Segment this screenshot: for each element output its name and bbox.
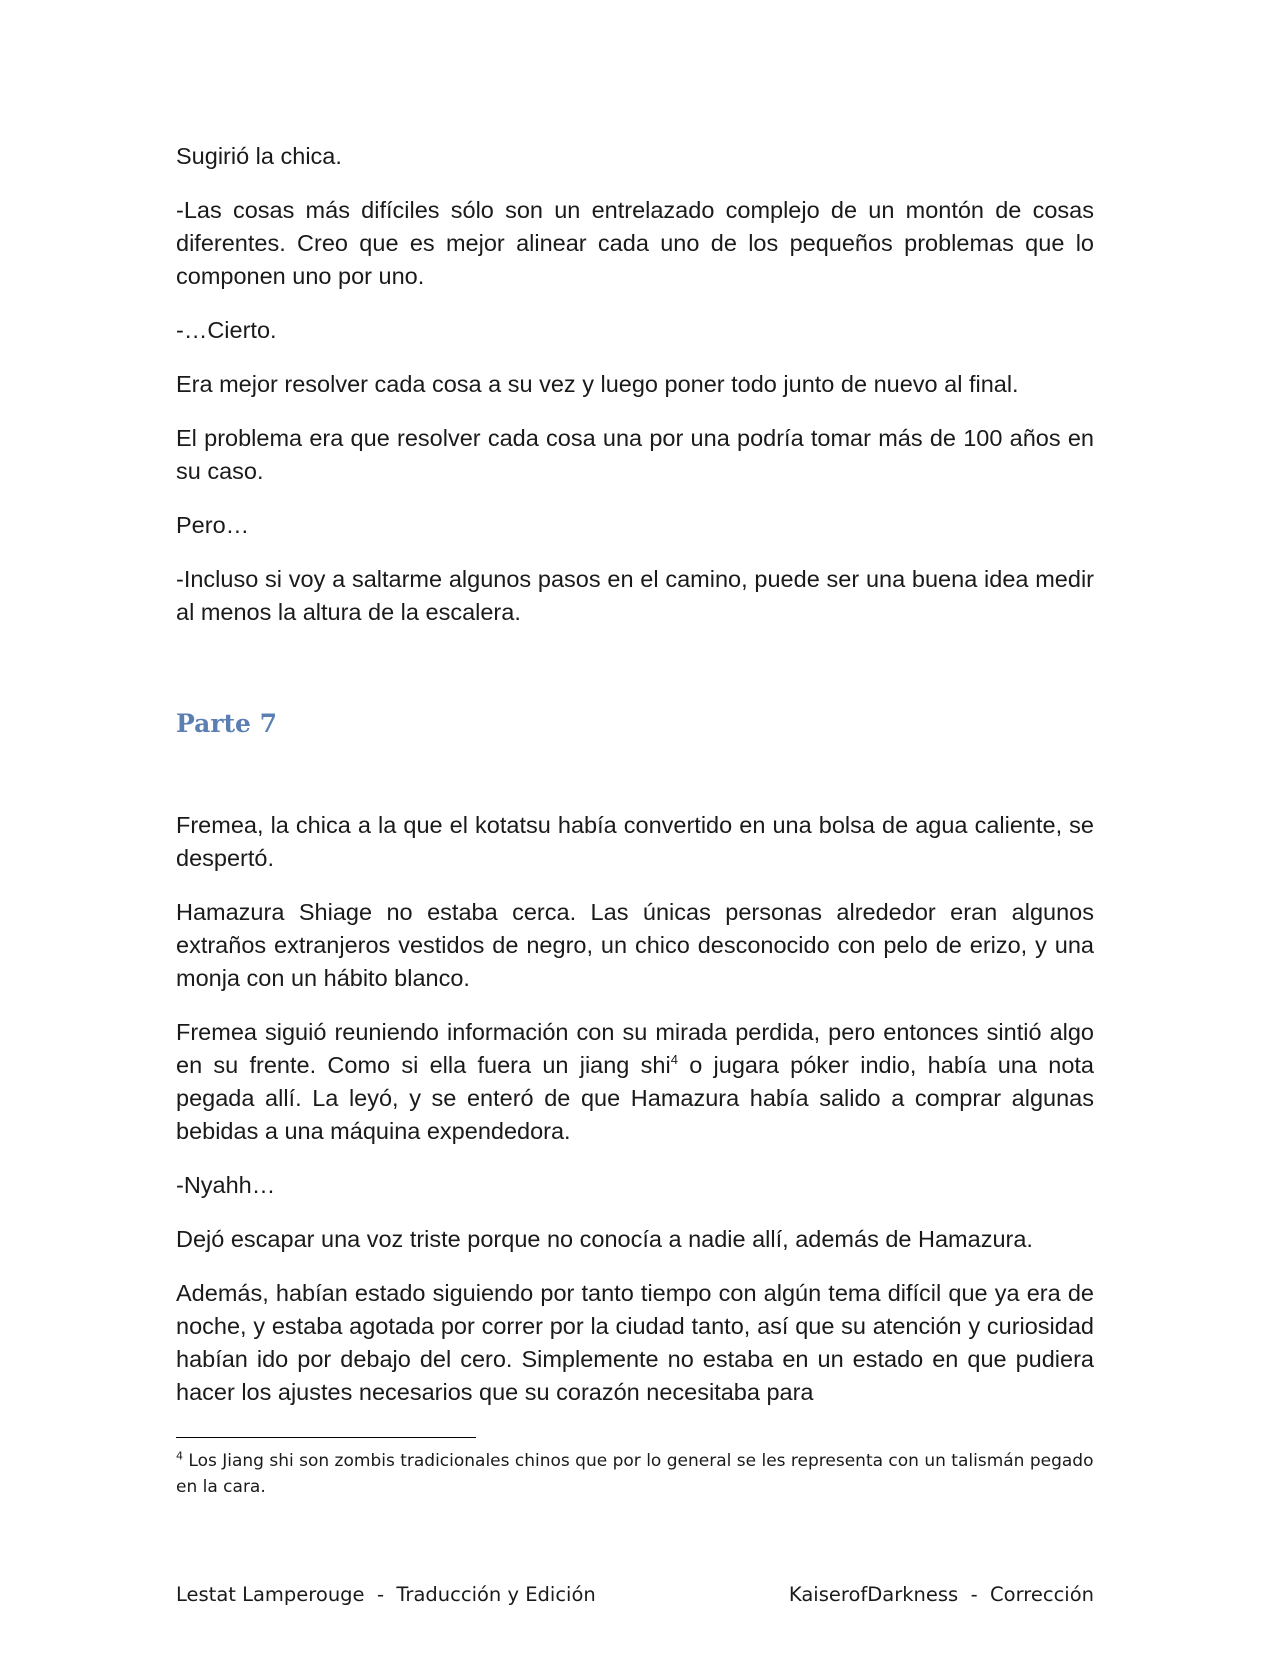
footer-credit-left: Lestat Lamperouge - Traducción y Edición (176, 1583, 596, 1606)
paragraph: Hamazura Shiage no estaba cerca. Las únicas personas alrededor eran algunos extraños extranjeros vestidos de negro, un chico desconocido con pelo de erizo, y una monja con un hábito blanco. (176, 899, 1094, 991)
paragraph-with-footnote-ref (176, 1016, 1094, 1148)
paragraph: Además, habían estado siguiendo por tanto tiempo con algún tema difícil que ya era de noche, y estaba agotada por correr por la ciudad tanto, así que su atención y curiosidad habían ido por debajo del cero. Simplemente no estaba en un estado en que pudiera hacer los ajustes necesarios que su corazón necesitaba para (176, 1280, 1094, 1405)
footer-credit-right: KaiserofDarkness - Corrección (788, 1583, 1094, 1606)
footnote-divider (176, 1437, 476, 1438)
paragraph: Era mejor resolver cada cosa a su vez y luego poner todo junto de nuevo al final. (176, 371, 1019, 397)
document-body (176, 140, 1094, 1430)
paragraph: -Nyahh… (176, 1172, 276, 1198)
footnote (176, 1448, 1094, 1500)
paragraph: -Incluso si voy a saltarme algunos pasos en el camino, puede ser una buena idea medir al menos la altura de la escalera. (176, 566, 1094, 625)
paragraph: -…Cierto. (176, 317, 277, 343)
paragraph-text: Fremea siguió reuniendo información con su mirada perdida, pero entonces sintió algo en su frente. Como si ella fuera un jiang shi (176, 1019, 1094, 1078)
footnote-text: Los Jiang shi son zombis tradicionales chinos que por lo general se les representa con un talismán pegado en la cara. (176, 1451, 1094, 1497)
paragraph: Dejó escapar una voz triste porque no conocía a nadie allí, además de Hamazura. (176, 1226, 1033, 1252)
paragraph-text: o jugara póker indio, había una nota pegada allí. La leyó, y se enteró de que Hamazura había salido a comprar algunas bebidas a una máquina expendedora. (176, 1052, 1094, 1144)
section-heading: Parte 7 (176, 709, 278, 738)
footnote-reference[interactable]: 4 (670, 1052, 678, 1068)
page-footer (176, 1582, 1094, 1608)
footnote-number: 4 (176, 1449, 183, 1463)
paragraph: El problema era que resolver cada cosa una por una podría tomar más de 100 años en su caso. (176, 425, 1094, 484)
paragraph: Fremea, la chica a la que el kotatsu había convertido en una bolsa de agua caliente, se despertó. (176, 812, 1094, 871)
paragraph: -Las cosas más difíciles sólo son un entrelazado complejo de un montón de cosas diferentes. Creo que es mejor alinear cada uno de los pequeños problemas que lo componen uno por uno. (176, 197, 1094, 289)
paragraph: Sugirió la chica. (176, 143, 342, 169)
paragraph: Pero… (176, 512, 250, 538)
